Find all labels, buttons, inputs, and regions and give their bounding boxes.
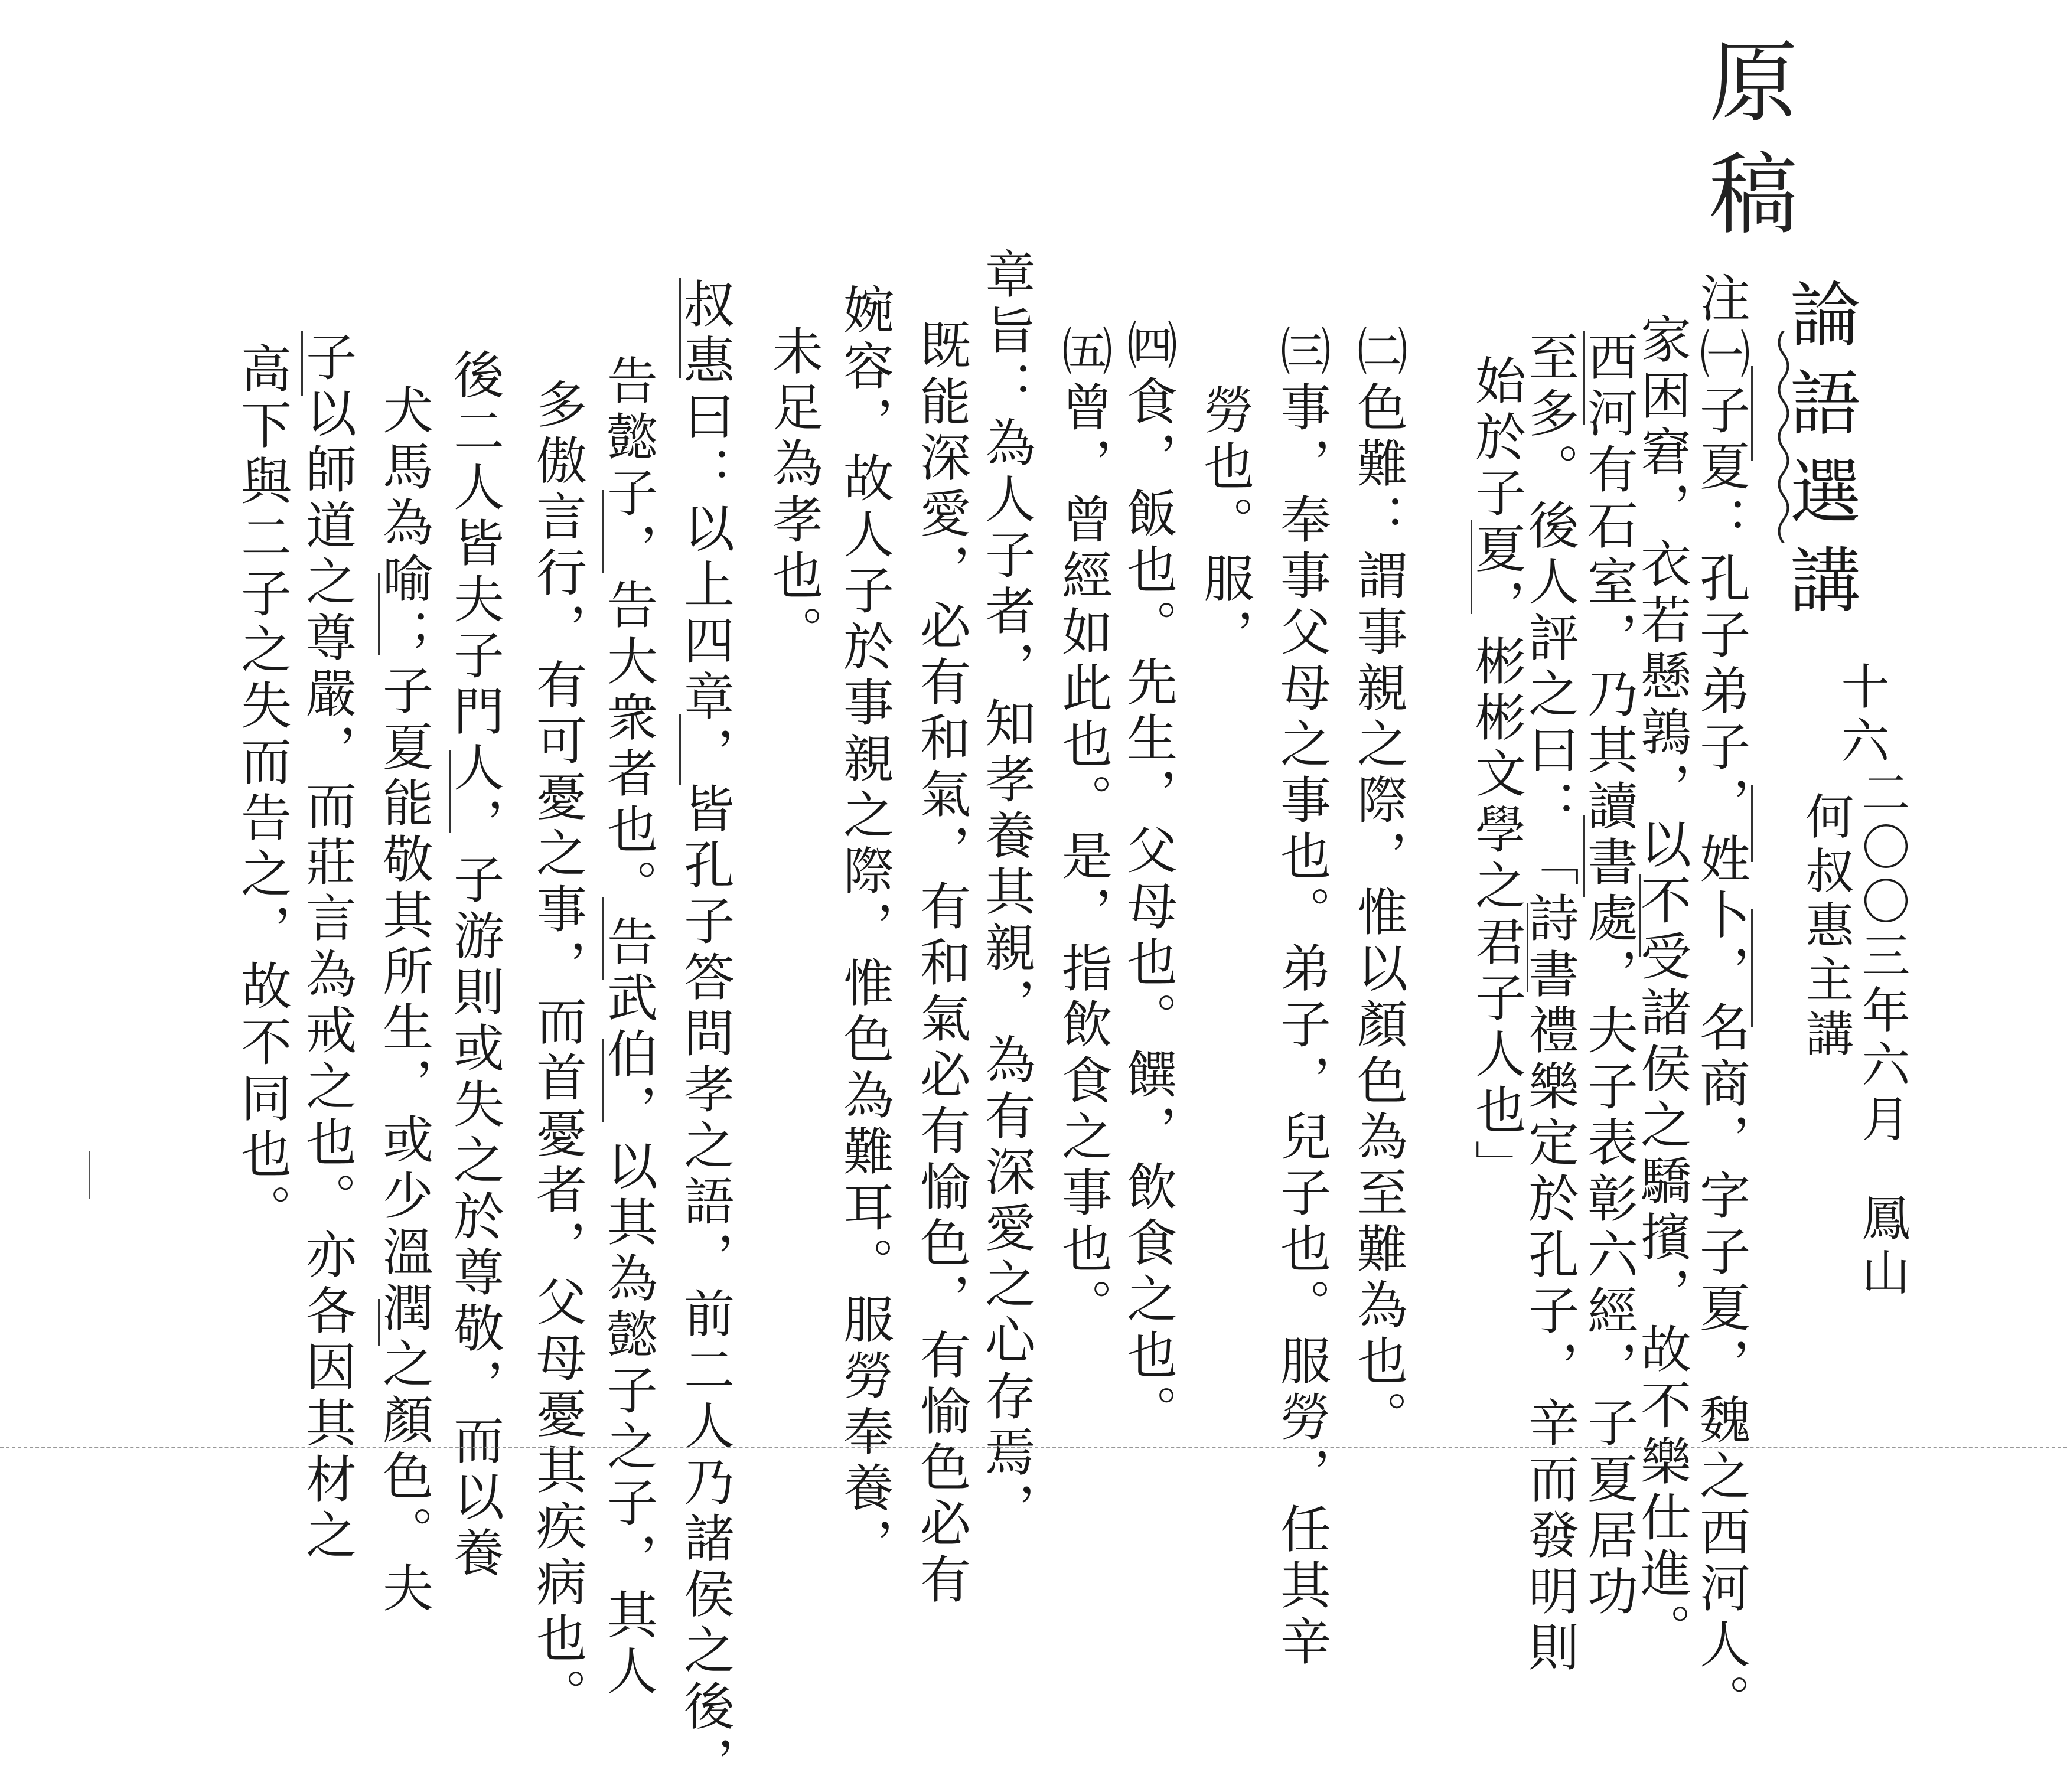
proper-noun-mark bbox=[301, 331, 303, 396]
document-title: 論語選講 bbox=[1778, 278, 1860, 632]
proper-noun-mark bbox=[1583, 331, 1585, 425]
issue-number: 十六 bbox=[1833, 661, 1889, 770]
body-column-8: 勞也。服， bbox=[1195, 384, 1254, 664]
proper-noun-mark bbox=[1527, 903, 1528, 992]
body-column-6: ㈡色難：謂事親之際，惟以顏色為至難為也。 bbox=[1348, 325, 1407, 1447]
body-column-5: 始於子夏，彬彬文學之君子人也」 bbox=[1466, 354, 1525, 1196]
proper-noun-mark bbox=[602, 490, 604, 573]
lecturer-name: 何叔惠主講 bbox=[1798, 791, 1854, 1063]
proper-noun-mark bbox=[1471, 520, 1472, 614]
proper-noun-mark bbox=[602, 1039, 604, 1122]
body-column-14: 未足為孝也。 bbox=[764, 325, 823, 661]
proper-noun-mark bbox=[1751, 909, 1753, 1027]
lecture-place: 鳳山 bbox=[1854, 1193, 1910, 1301]
proper-noun-mark bbox=[449, 750, 451, 833]
body-column-20: 子以師道之尊嚴，而莊言為戒之也。亦各因其材之 bbox=[297, 331, 356, 1565]
proper-noun-mark bbox=[679, 278, 681, 378]
proper-noun-mark bbox=[378, 573, 380, 655]
body-column-13: 婉容，故人子於事親之際，惟色為難耳。服勞奉養， bbox=[834, 283, 894, 1574]
body-column-15: 叔惠曰：以上四章，皆孔子答問孝之語，前二人乃諸侯之後， bbox=[675, 278, 734, 1792]
body-column-10: ㈤曾，曾經如此也。是，指飲食之事也。 bbox=[1053, 325, 1112, 1334]
body-column-3: 西河有石室，乃其讀書處，夫子表彰六經，子夏居功 bbox=[1579, 331, 1638, 1621]
proper-noun-mark bbox=[1751, 366, 1753, 461]
body-column-7: ㈢事，奉事父母之事也。弟子，兒子也。服勞，任其辛 bbox=[1272, 325, 1331, 1671]
title-wavy-underline bbox=[1772, 331, 1795, 543]
proper-noun-mark bbox=[602, 897, 604, 980]
page-bottom-edge bbox=[0, 1447, 2067, 1448]
body-column-4: 至多。後人評之曰：「詩書禮樂定於孔子，辛而發明則 bbox=[1520, 331, 1579, 1677]
margin-mark bbox=[89, 1151, 90, 1199]
body-column-21: 高下與二子之失而告之，故不同也。 bbox=[232, 342, 291, 1240]
manuscript-stamp: 原稿 bbox=[1694, 35, 1797, 260]
proper-noun-mark bbox=[1583, 815, 1585, 897]
body-column-2: 家困窘，衣若懸鶉，以不受諸侯之驕擯，故不樂仕進。 bbox=[1632, 313, 1691, 1659]
body-column-18: 後二人皆夫子門人，子游則或失之於尊敬，而以養 bbox=[445, 348, 504, 1582]
body-column-12: 既能深愛，必有和氣，有和氣必有愉色，有愉色必有 bbox=[911, 319, 970, 1609]
body-column-17: 多傲言行，有可憂之事，而首憂者，父母憂其疾病也。 bbox=[527, 378, 586, 1724]
proper-noun-mark bbox=[1751, 785, 1753, 862]
body-column-16: 告懿子，告大衆者也。告武伯，以其為懿子之子，其人 bbox=[598, 354, 657, 1700]
lecture-date: 二〇〇三年六月 bbox=[1854, 768, 1910, 1148]
proper-noun-mark bbox=[1639, 874, 1641, 957]
body-column-11: 章旨：為人子者，知孝養其親，為有深愛之心存焉， bbox=[976, 248, 1035, 1538]
body-column-9: ㈣食，飯也。先生，父母也。饌，飲食之也。 bbox=[1118, 319, 1177, 1441]
body-column-19: 犬馬為喻；子夏能敬其所生，或少溫潤之顏色。夫 bbox=[374, 384, 433, 1618]
proper-noun-mark bbox=[679, 714, 681, 785]
proper-noun-mark bbox=[378, 1299, 380, 1346]
body-column-1: 注㈠子夏：孔子弟子，姓卜，名商，字子夏，魏之西河人。 bbox=[1691, 272, 1750, 1730]
